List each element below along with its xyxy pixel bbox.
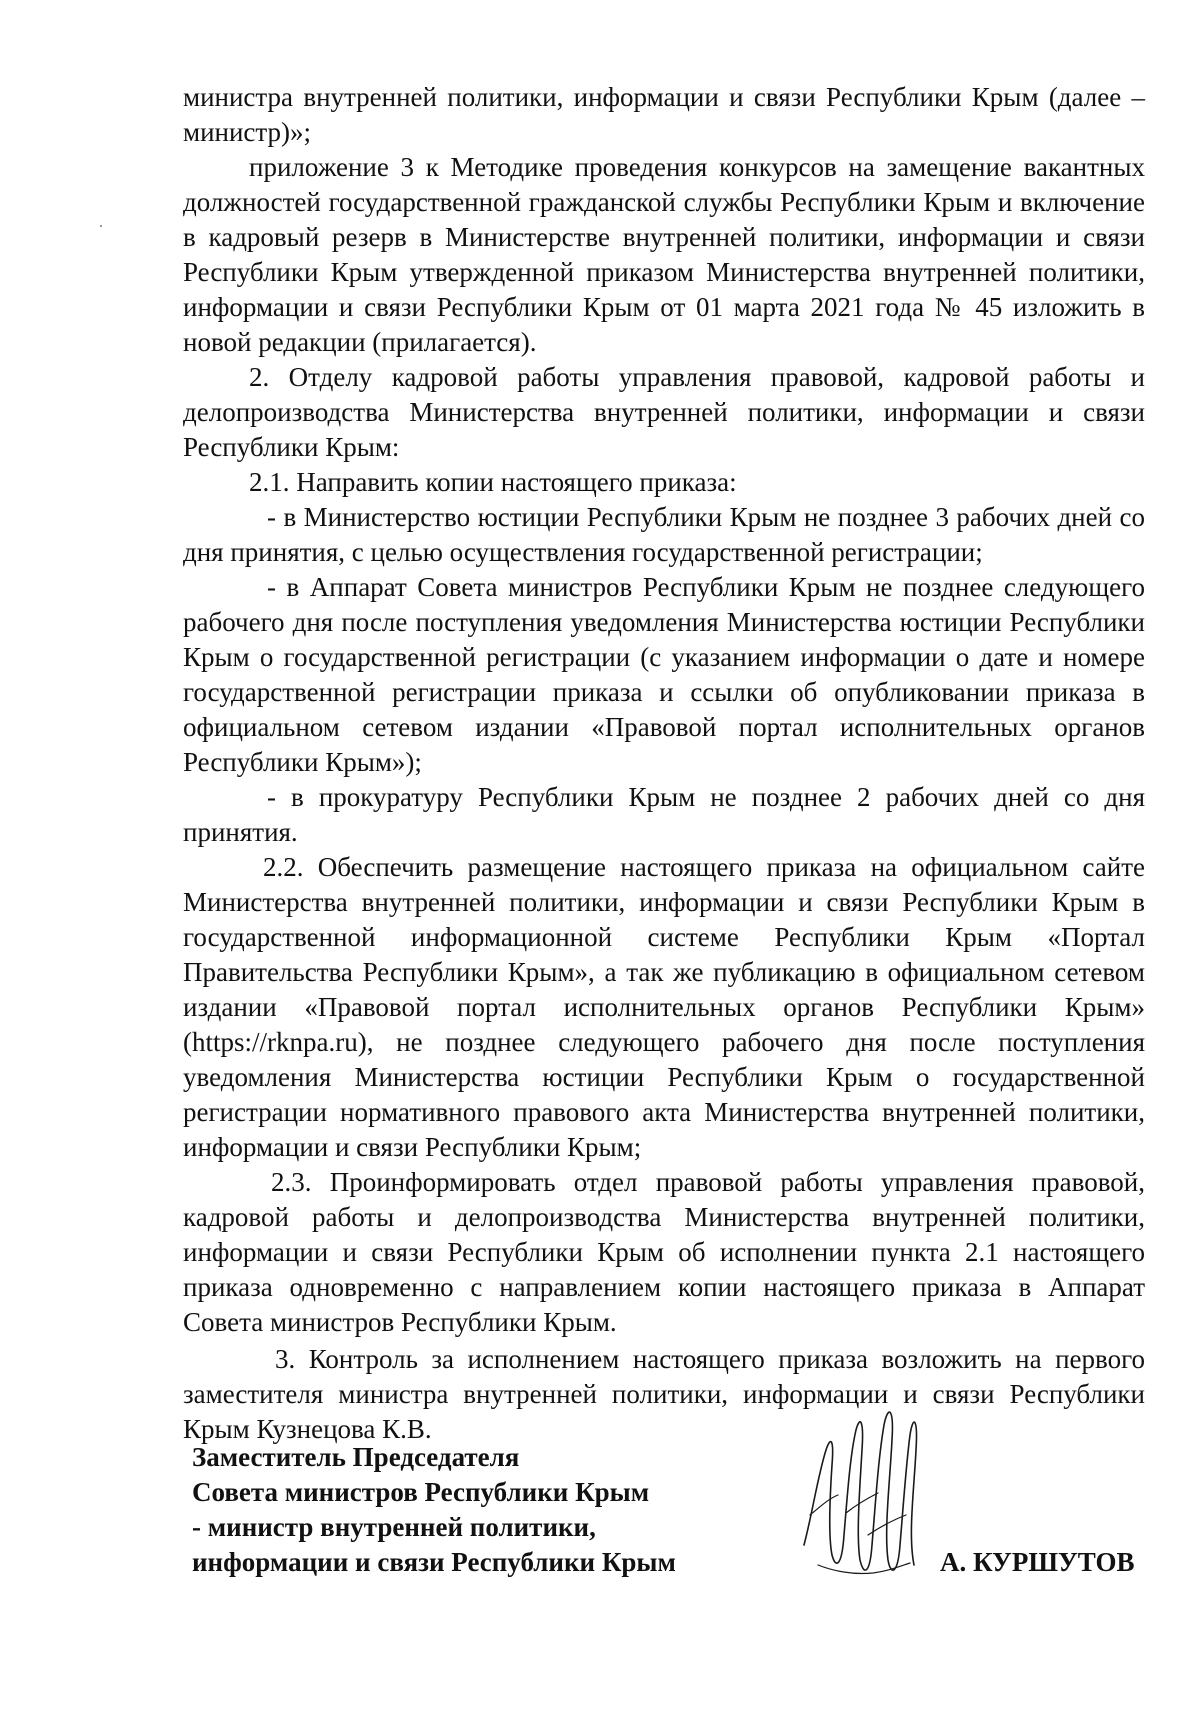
paragraph-council-apparatus: - в Аппарат Совета министров Республики Крым не позднее следующего рабочего дня после поступления уведомления Министерства юстиции Республики Крым о государственной регистрации (с указанием информации о дате и номере государственной регистрации приказа и ссылки об опубликовании приказа в официальном сетевом издании «Правовой портал исполнительных органов Республики Крым»); [183,572,1145,777]
handwritten-signature [798,1395,923,1585]
paragraph-item-2-3: 2.3. Проинформировать отдел правовой работы управления правовой, кадровой работы и делопроизводства Министерства внутренней политики, информации и связи Республики Крым об исполнении пункта 2.1 настоящего приказа одновременно с направлением копии настоящего приказа в Аппарат Совета министров Республики Крым. [183,1167,1145,1337]
scan-speck [100,225,102,227]
paragraph-prosecutor: - в прокуратуру Республики Крым не позднее 2 рабочих дней со дня принятия. [183,782,1145,847]
position-line: - министр внутренней политики, [192,1512,596,1542]
paragraph-appendix-3: приложение 3 к Методике проведения конкурсов на замещение вакантных должностей государственной гражданской службы Республики Крым и включение в кадровый резерв в Министерстве внутренней политики, информации и связи Республики Крым утвержденной приказом Министерства внутренней политики, информации и связи Республики Крым от 01 марта 2021 года № 45 изложить в новой редакции (прилагается). [183,152,1145,357]
document-body [183,80,1145,1447]
signatory-name: А. КУРШУТОВ [940,1547,1135,1577]
paragraph-item-2-1: 2.1. Направить копии настоящего приказа: [249,467,737,497]
paragraph-item-3: 3. Контроль за исполнением настоящего приказа возложить на первого заместителя министра внутренней политики, информации и связи Республики Крым Кузнецова К.В. [183,1344,1145,1444]
paragraph-ministry-of-justice: - в Министерство юстиции Республики Крым не позднее 3 рабочих дней со дня принятия, с целью осуществления государственной регистрации; [183,502,1145,567]
position-line: Заместитель Председателя [192,1442,520,1472]
signatory-position [192,1440,676,1580]
position-line: Совета министров Республики Крым [192,1477,650,1507]
paragraph-minister-definition: министра внутренней политики, информации и связи Республики Крым (далее – министр)»; [183,82,1145,147]
paragraph-item-2-2: 2.2. Обеспечить размещение настоящего приказа на официальном сайте Министерства внутренней политики, информации и связи Республики Крым в государственной информационной системе Республики Крым «Портал Правительства Республики Крым», а так же публикацию в официальном сетевом издании «Правовой портал исполнительных органов Республики Крым» (https://rknpa.ru), не позднее следующего рабочего дня после поступления уведомления Министерства юстиции Республики Крым о государственной регистрации нормативного правового акта Министерства внутренней политики, информации и связи Республики Крым; [183,852,1145,1162]
position-line: информации и связи Республики Крым [192,1547,676,1577]
paragraph-item-2: 2. Отделу кадровой работы управления правовой, кадровой работы и делопроизводства Министерства внутренней политики, информации и связи Республики Крым: [183,362,1145,462]
